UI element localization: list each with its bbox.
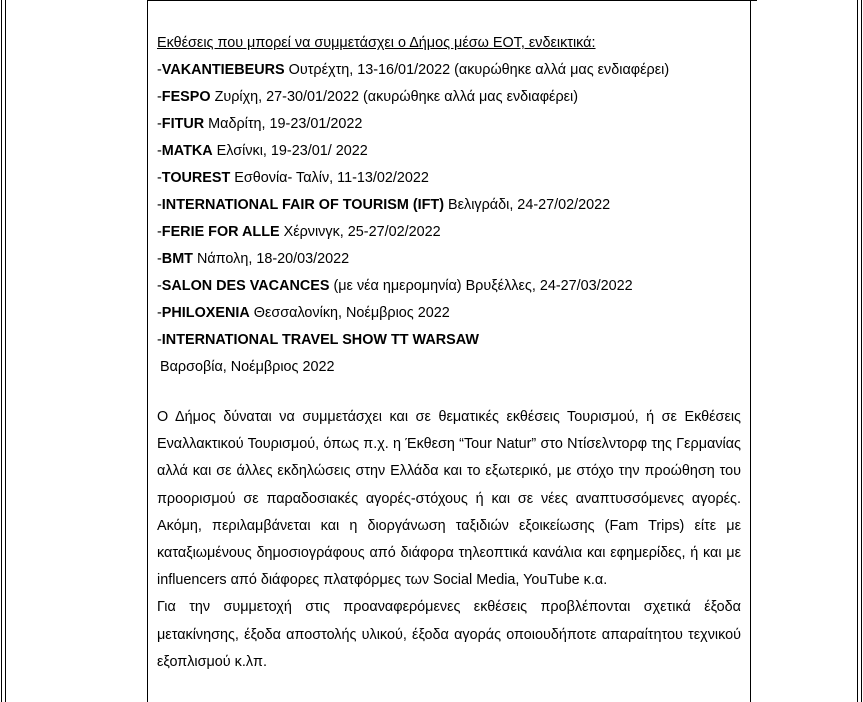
- fair-detail: Ουτρέχτη, 13-16/01/2022 (ακυρώθηκε αλλά μας ενδιαφέρει): [284, 62, 670, 78]
- fair-detail: Ζυρίχη, 27-30/01/2022 (ακυρώθηκε αλλά μας ενδιαφέρει): [210, 89, 579, 105]
- fair-item: [157, 57, 741, 84]
- fair-prefix: -: [157, 278, 162, 294]
- paragraph-thematic-fairs: Ο Δήμος δύναται να συμμετάσχει και σε θεματικές εκθέσεις Τουρισμού, ή σε Εκθέσεις Εναλλακτικού Τουρισμού, όπως π.χ. η Έκθεση “Tour Natur” στο Ντίσελντορφ της Γερμανίας αλλά και σε άλλες εκδηλώσεις στην Ελλάδα και το εξωτερικό, με στόχο την προώθηση του προορισμού σε παραδοσιακές αγορές-στόχους ή και σε νέες αναπτυσσόμενες αγορές. Ακόμη, περιλαμβάνεται και η διοργάνωση ταξιδιών εξοικείωσης (Fam Trips) είτε με καταξιωμένους δημοσιογράφους από διάφορα τηλεοπτικά κανάλια και εφημερίδες, ή και με influencers από διάφορες πλατφόρμες των Social Media, YouTube κ.α.: [157, 409, 741, 589]
- fair-name: INTERNATIONAL TRAVEL SHOW TT WARSAW: [161, 332, 479, 348]
- table-cell-content: [157, 30, 741, 676]
- fair-prefix: -: [157, 305, 162, 321]
- fair-item: [157, 300, 741, 327]
- fair-prefix: -: [157, 116, 162, 132]
- fairs-list: [157, 57, 741, 381]
- fair-item-continuation: Βαρσοβία, Νοέμβριος 2022: [160, 359, 335, 375]
- fair-name: TOUREST: [161, 170, 231, 186]
- fair-detail: (με νέα ημερομηνία) Βρυξέλλες, 24-27/03/2022: [329, 278, 633, 294]
- fair-detail: Εσθονία- Ταλίν, 11-13/02/2022: [230, 170, 429, 186]
- fair-prefix: -: [157, 251, 162, 267]
- fair-prefix: -: [157, 332, 162, 348]
- fair-detail: Νάπολη, 18-20/03/2022: [192, 251, 350, 267]
- paragraph-expenses: Για την συμμετοχή στις προαναφερόμενες εκθέσεις προβλέπονται σχετικά έξοδα μετακίνησης, έξοδα αποστολής υλικού, έξοδα αγοράς οποιουδήποτε απαραίτητου τεχνικού εξοπλισμού κ.λπ.: [157, 599, 741, 670]
- fair-name: FERIE FOR ALLE: [161, 224, 280, 240]
- fair-detail: Βελιγράδι, 24-27/02/2022: [444, 197, 611, 213]
- fair-detail: Χέρνινγκ, 25-27/02/2022: [279, 224, 441, 240]
- fair-item: [157, 273, 741, 300]
- fair-prefix: -: [157, 170, 162, 186]
- fair-name: SALON DES VACANCES: [161, 278, 330, 294]
- fair-name: FESPO: [161, 89, 211, 105]
- fair-item: [157, 192, 741, 219]
- fair-prefix: -: [157, 224, 162, 240]
- fair-name: VAKANTIEBEURS: [161, 62, 285, 78]
- fair-name: PHILOXENIA: [161, 305, 250, 321]
- fair-item: [157, 219, 741, 246]
- table-border-right: [857, 0, 862, 702]
- table-border-left: [1, 0, 6, 702]
- fair-item: [157, 111, 741, 138]
- fair-name: BMT: [161, 251, 193, 267]
- table-column-divider: [147, 0, 148, 702]
- fair-name: INTERNATIONAL FAIR OF TOURISM (IFT): [161, 197, 444, 213]
- fair-prefix: -: [157, 197, 162, 213]
- fair-prefix: -: [157, 89, 162, 105]
- fair-item: [157, 246, 741, 273]
- fairs-heading: Εκθέσεις που μπορεί να συμμετάσχει ο Δήμος μέσω ΕΟΤ, ενδεικτικά:: [157, 35, 596, 51]
- table-border-top: [147, 0, 757, 1]
- fair-detail: Θεσσαλονίκη, Νοέμβριος 2022: [249, 305, 450, 321]
- fair-prefix: -: [157, 143, 162, 159]
- fair-item: [157, 165, 741, 192]
- table-column-divider: [750, 0, 751, 702]
- fair-detail: Ελσίνκι, 19-23/01/ 2022: [212, 143, 368, 159]
- fair-item: [157, 84, 741, 111]
- fair-item: [157, 138, 741, 165]
- fair-item: [157, 327, 741, 354]
- fair-name: MATKA: [161, 143, 213, 159]
- fair-name: FITUR: [161, 116, 205, 132]
- fair-prefix: -: [157, 62, 162, 78]
- spacer: [157, 381, 741, 404]
- fair-detail: Μαδρίτη, 19-23/01/2022: [204, 116, 363, 132]
